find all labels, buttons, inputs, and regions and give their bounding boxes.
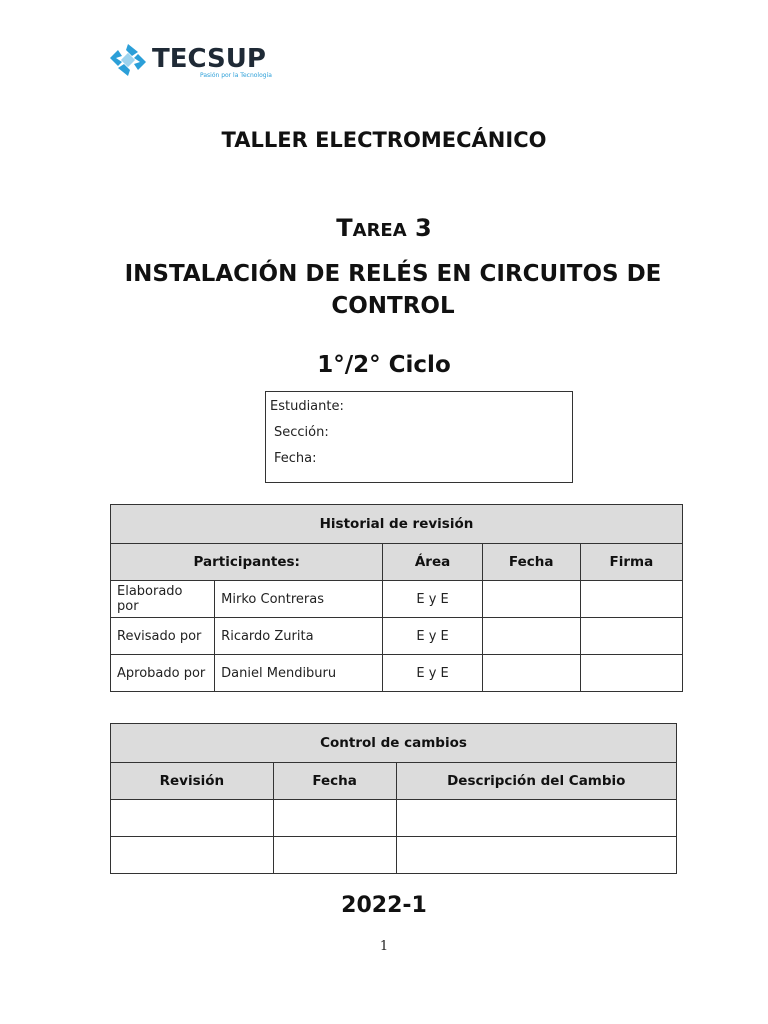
table-row <box>111 655 683 692</box>
change-control-table <box>110 723 677 874</box>
name-cell: Daniel Mendiburu <box>215 655 383 692</box>
role-cell: Revisado por <box>111 618 215 655</box>
signature-cell <box>580 581 682 618</box>
area-cell: E y E <box>383 655 482 692</box>
table-row <box>111 837 677 874</box>
table-row <box>111 618 683 655</box>
empty-cell <box>273 800 396 837</box>
page-number: 1 <box>379 939 389 954</box>
empty-cell <box>111 837 274 874</box>
change-control-title: Control de cambios <box>111 724 677 763</box>
student-label: Estudiante: <box>270 399 344 414</box>
role-cell: Elaborado por <box>111 581 215 618</box>
revision-history-table <box>110 504 683 692</box>
academic-period: 2022-1 <box>341 893 427 918</box>
table-row <box>111 581 683 618</box>
cycle-label: 1°/2° Ciclo <box>317 352 451 378</box>
area-cell: E y E <box>383 618 482 655</box>
col-description: Descripción del Cambio <box>396 763 676 800</box>
signature-cell <box>580 618 682 655</box>
section-label: Sección: <box>274 425 329 440</box>
revision-history-title: Historial de revisión <box>111 505 683 544</box>
task-heading <box>0 214 768 242</box>
col-date: Fecha <box>273 763 396 800</box>
area-cell: E y E <box>383 581 482 618</box>
student-info-box <box>265 391 573 483</box>
col-participants: Participantes: <box>111 544 383 581</box>
empty-cell <box>273 837 396 874</box>
tecsup-logo <box>108 40 288 84</box>
task-word-rest: AREA <box>352 220 407 241</box>
col-date: Fecha <box>482 544 580 581</box>
name-cell: Ricardo Zurita <box>215 618 383 655</box>
date-cell <box>482 581 580 618</box>
col-revision: Revisión <box>111 763 274 800</box>
role-cell: Aprobado por <box>111 655 215 692</box>
empty-cell <box>111 800 274 837</box>
date-label: Fecha: <box>274 451 317 466</box>
empty-cell <box>396 837 676 874</box>
course-title: TALLER ELECTROMECÁNICO <box>221 128 547 152</box>
col-area: Área <box>383 544 482 581</box>
date-cell <box>482 655 580 692</box>
logo-wordmark: TECSUP <box>152 44 266 74</box>
logo-tagline: Pasión por la Tecnología <box>200 72 272 79</box>
task-word-initial: T <box>336 214 353 242</box>
table-row <box>111 800 677 837</box>
date-cell <box>482 618 580 655</box>
signature-cell <box>580 655 682 692</box>
tecsup-logo-icon <box>108 42 148 78</box>
document-title: INSTALACIÓN DE RELÉS EN CIRCUITOS DE CONTROL <box>124 261 662 319</box>
col-signature: Firma <box>580 544 682 581</box>
name-cell: Mirko Contreras <box>215 581 383 618</box>
task-number: 3 <box>415 214 432 242</box>
empty-cell <box>396 800 676 837</box>
